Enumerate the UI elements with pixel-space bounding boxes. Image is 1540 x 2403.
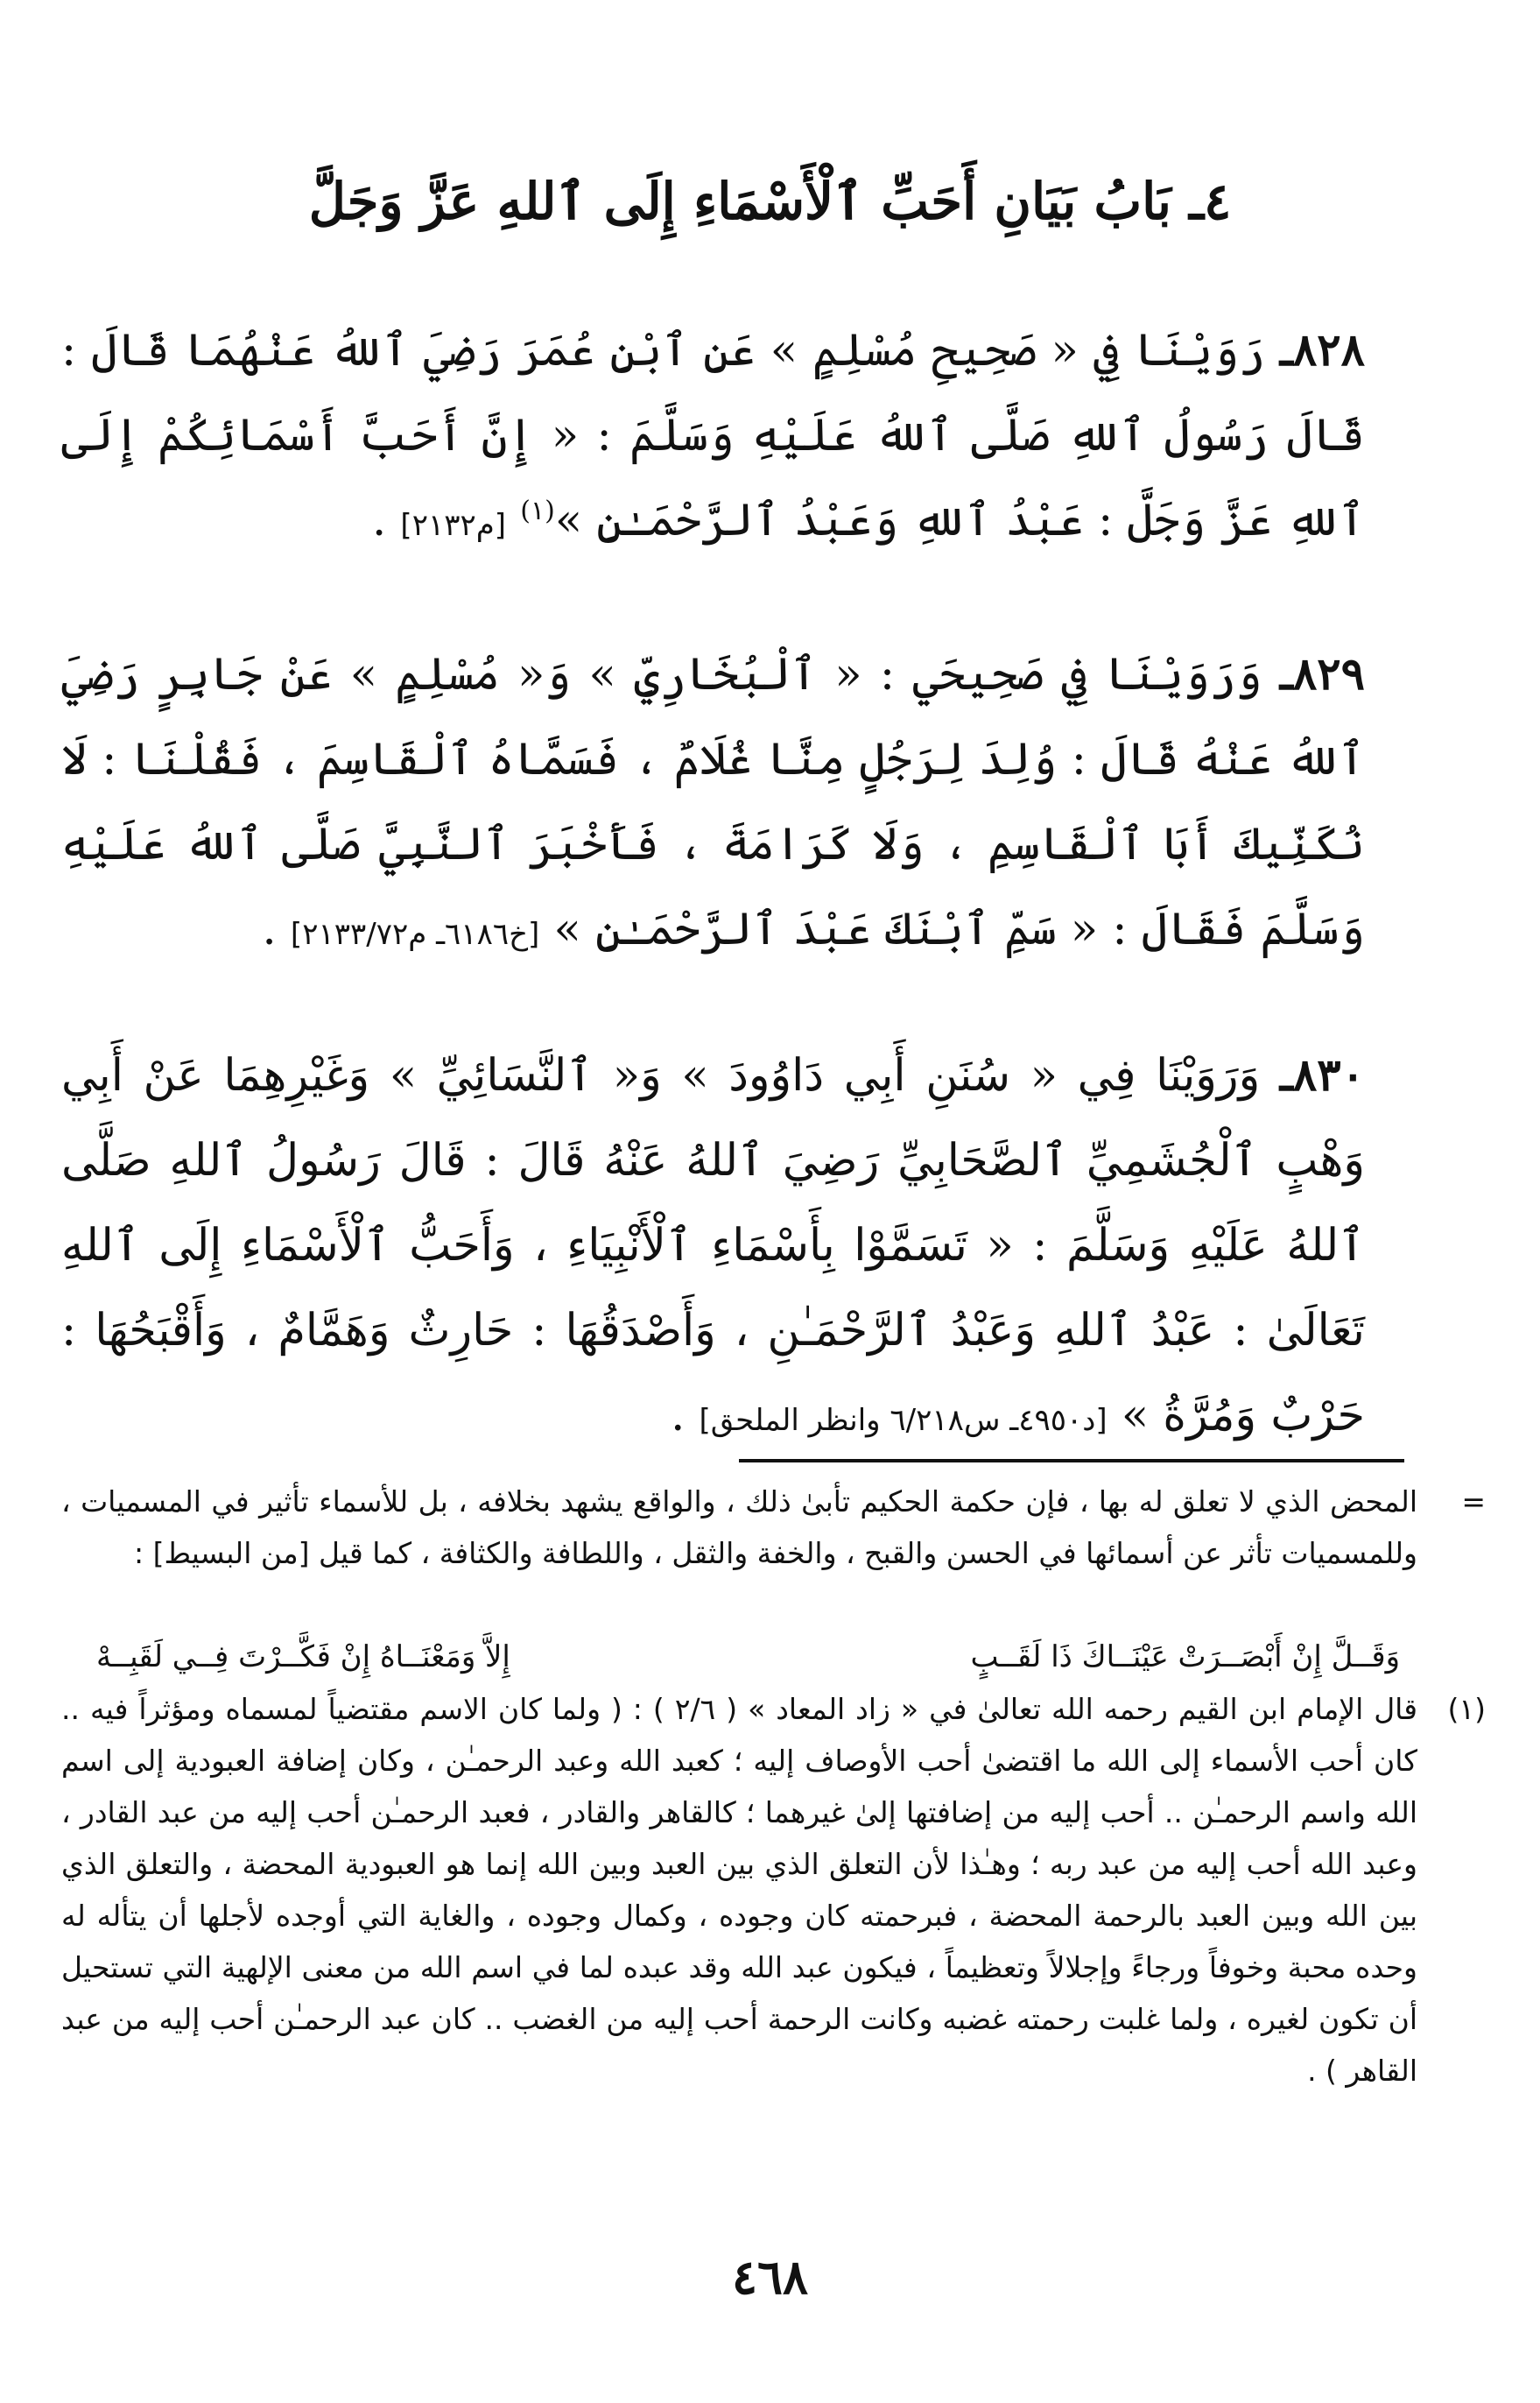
page-number: ٤٦٨ — [731, 2249, 808, 2305]
hadith-reference: [د٤٩٥٠ـ س٦/٢١٨ وانظر الملحق] — [699, 1403, 1108, 1438]
footnote-divider — [739, 1459, 1404, 1462]
hadith-end: . — [371, 495, 401, 546]
hadith-text: وَرَوَيْنَا فِي « سُنَنِ أَبِي دَاوُودَ » وَ« ٱلنَّسَائِيِّ » وَغَيْرِهِمَا عَنْ أَبِي وَهْبٍ ٱلْجُشَمِيِّ ٱلصَّحَابِيِّ رَضِيَ ٱللهُ عَنْهُ قَالَ : قَالَ رَسُولُ ٱللهِ صَلَّى ٱللهُ عَلَيْهِ وَسَلَّمَ : « تَسَمَّوْا بِأَسْمَاءِ ٱلْأَنْبِيَاءِ ، وَأَحَبُّ ٱلْأَسْمَاءِ إِلَى ٱللهِ تَعَالَىٰ : عَبْدُ ٱللهِ وَعَبْدُ ٱلرَّحْمَـٰنِ ، وَأَصْدَقُهَا : حَارِثٌ وَهَمَّامٌ ، وَأَقْبَحُهَا : حَرْبٌ وَمُرَّةُ » — [61, 1050, 1365, 1441]
hadith-reference: [م٢١٣٢] — [400, 508, 507, 543]
hadith-828 — [61, 308, 1365, 568]
hadith-text: رَوَيْنَا فِي « صَحِيحِ مُسْلِمٍ » عَنِ ٱبْنِ عُمَرَ رَضِيَ ٱللهُ عَنْهُمَا قَالَ : قَالَ رَسُولُ ٱللهِ صَلَّى ٱللهُ عَلَيْهِ وَسَلَّمَ : « إِنَّ أَحَبَّ أَسْمَائِكُمْ إِلَى ٱللهِ عَزَّ وَجَلَّ : عَبْدُ ٱللهِ وَعَبْدُ ٱلرَّحْمَـٰنِ » — [61, 325, 1365, 546]
footnote-1: قال الإمام ابن القيم رحمه الله تعالىٰ في « زاد المعاد » ( ٢/٦ ) : ( ولما كان الاسم مقتضياً لمسماه ومؤثراً فيه .. كان أحب الأسماء إلى الله ما اقتضىٰ أحب الأوصاف إليه ؛ كعبد الله وعبد الرحمـٰن ، وكان إضافة العبودية إلى اسم الله واسم الرحمـٰن .. أحب إليه من إضافتها إلىٰ غيرهما ؛ كالقاهر والقادر ، فعبد الرحمـٰن أحب إليه من عبد القادر ، وعبد الله أحب إليه من عبد ربه ؛ وهـٰذا لأن التعلق الذي بين العبد وبين الله إنما هو العبودية المحضة ، والتعلق الذي بين الله وبين العبد بالرحمة المحضة ، فبرحمته كان وجوده ، وكمال وجوده ، والغاية التي أوجده لأجلها أن يتأله له وحده محبة وخوفاً ورجاءً وإجلالاً وتعظيماً ، فيكون عبد الله وقد عبده لما في اسم الله من معنى الإلهية التي تستحيل أن تكون لغيره ، ولما غلبت رحمته غضبه وكانت الرحمة أحب إليه من الغضب .. كان عبد الرحمـٰن أحب إليه من عبد القاهر ) . — [61, 1692, 1417, 2088]
hadith-number: ٨٢٩ـ — [1279, 648, 1365, 701]
footnote-marker[interactable]: (١) — [520, 496, 555, 526]
hadith-number: ٨٢٨ـ — [1279, 324, 1366, 377]
poetry-verse — [96, 1631, 1400, 1683]
footnote-continuation-marker: = — [1461, 1484, 1486, 1519]
hadith-829 — [61, 632, 1365, 977]
verse-hemistich-first: وَقَــلَّ إِنْ أَبْصَــرَتْ عَيْنَــاكَ ذَا لَقَــبٍ — [970, 1639, 1400, 1674]
hadith-end: . — [262, 904, 291, 955]
hadith-end: . — [671, 1390, 700, 1441]
hadith-text: وَرَوَيْنَا فِي صَحِيحَي : « ٱلْبُخَارِيِّ » وَ« مُسْلِمٍ » عَنْ جَابِرٍ رَضِيَ ٱللهُ عَنْهُ قَالَ : وُلِدَ لِرَجُلٍ مِنَّا غُلَامٌ ، فَسَمَّاهُ ٱلْقَاسِمَ ، فَقُلْنَا : لَا نُكَنِّيكَ أَبَا ٱلْقَاسِمِ ، وَلَا كَرَامَةَ ، فَأَخْبَرَ ٱلنَّبِيَّ صَلَّى ٱللهُ عَلَيْهِ وَسَلَّمَ فَقَالَ : « سَمِّ ٱبْنَكَ عَبْدَ ٱلرَّحْمَـٰنِ » — [61, 649, 1365, 955]
hadith-830 — [61, 1033, 1365, 1463]
footnote-1-marker: (١) — [1447, 1692, 1486, 1726]
verse-hemistich-second: إِلاَّ وَمَعْنَــاهُ إِنْ فَكَّــرْتَ فِــي لَقَبِــهْ — [96, 1639, 510, 1674]
chapter-title: ٤ـ بَابُ بَيَانِ أَحَبِّ ٱلْأَسْمَاءِ إِلَى ٱللهِ عَزَّ وَجَلَّ — [308, 172, 1232, 231]
footnote-continuation: المحض الذي لا تعلق له بها ، فإن حكمة الحكيم تأبىٰ ذلك ، والواقع يشهد بخلافه ، بل للأسماء تأثير في المسميات ، وللمسميات تأثر عن أسمائها في الحسن والقبح ، والخفة والثقل ، واللطافة والكثافة ، كما قيل [من البسيط] : — [61, 1484, 1417, 1570]
hadith-number: ٨٣٠ـ — [1279, 1049, 1365, 1102]
hadith-reference: [خ٦١٨٦ـ م٢١٣٣/٧٢] — [290, 917, 540, 952]
